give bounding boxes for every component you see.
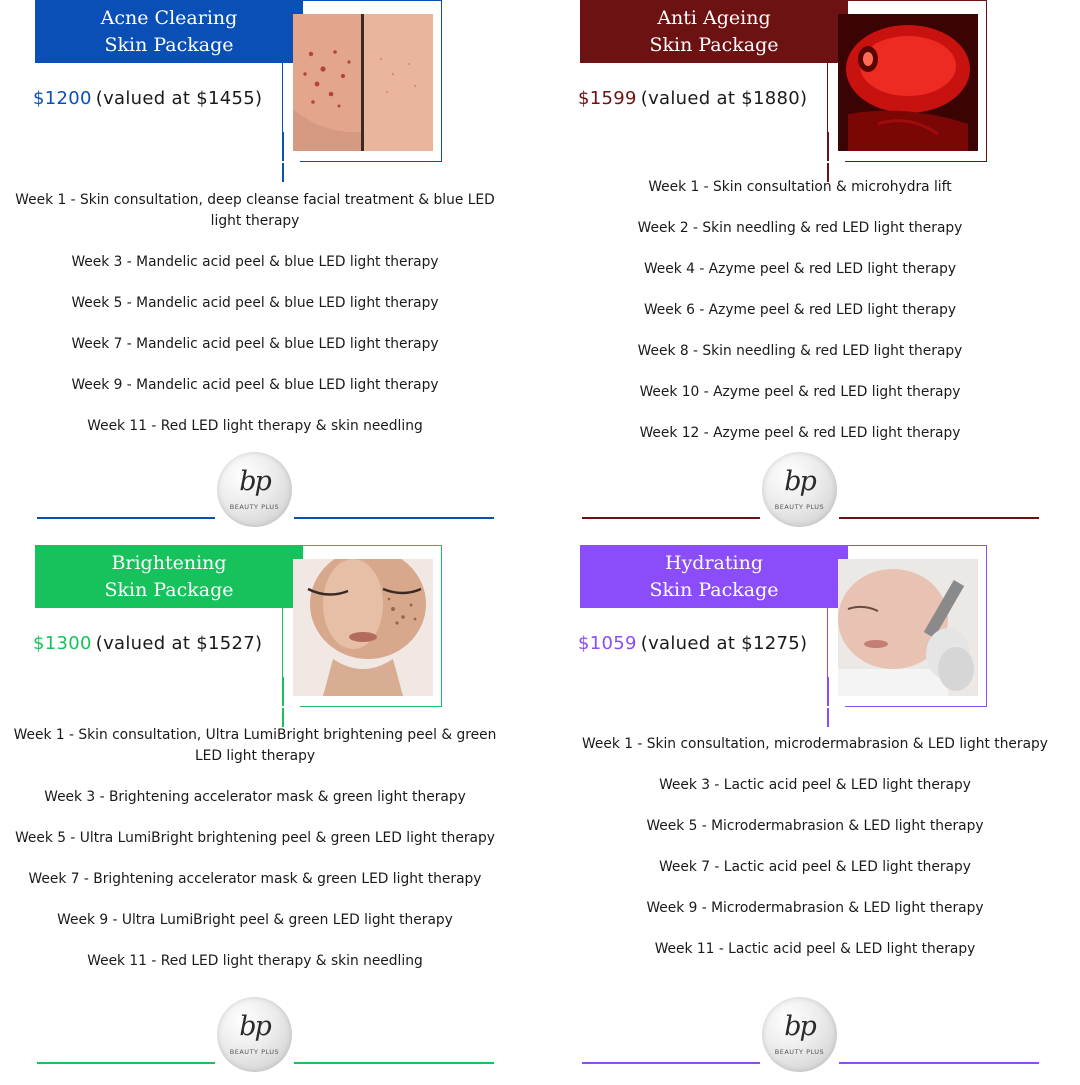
logo-text: BEAUTY PLUS [229,503,280,511]
week-list [10,190,500,457]
speech-tail-base [827,161,845,163]
red-led-mask-photo [838,14,978,151]
price-amount: $1200 [33,88,92,109]
price-valued: (valued at $1880) [640,88,808,109]
divider-right [294,517,494,519]
week-list [545,734,1080,980]
package-price [578,88,807,109]
week-item: Week 1 - Skin consultation & microhydra lift [648,179,952,195]
week-item: Week 7 - Lactic acid peel & LED light therapy [659,859,971,875]
week-item: Week 8 - Skin needling & red LED light therapy [637,343,963,359]
speech-tail [827,132,829,182]
week-item: Week 2 - Skin needling & red LED light therapy [637,220,963,236]
package-card-brightening [0,545,540,1085]
package-title [35,0,303,63]
speech-tail [827,677,829,727]
price-amount: $1300 [33,633,92,654]
package-title [580,0,848,63]
price-amount: $1059 [578,633,637,654]
week-item: Week 5 - Ultra LumiBright brightening peel & green LED light therapy [15,830,495,846]
price-valued: (valued at $1275) [640,633,808,654]
divider-right [294,1062,494,1064]
package-title-line1: Brightening [111,551,227,574]
week-item: Week 1 - Skin consultation, microdermabrasion & LED light therapy [582,736,1048,752]
logo-text: BEAUTY PLUS [774,1048,825,1056]
logo-text: BEAUTY PLUS [774,503,825,511]
package-title-line2: Skin Package [649,33,779,56]
price-valued: (valued at $1455) [95,88,263,109]
package-card-hydrating [545,545,1080,1085]
package-title [580,545,848,608]
week-item: Week 7 - Mandelic acid peel & blue LED light therapy [71,336,439,352]
week-list [10,725,500,992]
logo-mark: bp [239,466,270,497]
week-item: Week 12 - Azyme peel & red LED light therapy [639,425,961,441]
week-item: Week 11 - Red LED light therapy & skin needling [87,418,423,434]
speech-tail-base [282,161,300,163]
week-item: Week 11 - Lactic acid peel & LED light therapy [654,941,976,957]
package-price [33,633,262,654]
week-item: Week 9 - Ultra LumiBright peel & green LED light therapy [57,912,453,928]
divider-right [839,1062,1039,1064]
divider-right [839,517,1039,519]
microdermabrasion-photo [838,559,978,696]
logo-mark: bp [784,466,815,497]
package-title-line2: Skin Package [104,578,234,601]
package-title-line1: Hydrating [665,551,763,574]
week-item: Week 11 - Red LED light therapy & skin needling [87,953,423,969]
package-title-line1: Anti Ageing [657,6,771,29]
package-price [578,633,807,654]
divider-left [582,517,760,519]
speech-tail-base [827,706,845,708]
price-amount: $1599 [578,88,637,109]
logo-mark: bp [239,1011,270,1042]
week-list [555,177,1045,464]
beauty-plus-logo [217,997,292,1072]
package-price [33,88,262,109]
price-valued: (valued at $1527) [95,633,263,654]
divider-left [37,1062,215,1064]
week-item: Week 1 - Skin consultation, Ultra LumiBright brightening peel & green LED light therapy [13,727,497,764]
brightening-face-photo [293,559,433,696]
week-item: Week 1 - Skin consultation, deep cleanse facial treatment & blue LED light therapy [15,192,495,229]
package-title [35,545,303,608]
beauty-plus-logo [762,997,837,1072]
beauty-plus-logo [217,452,292,527]
speech-tail-base [282,706,300,708]
package-title-line1: Acne Clearing [100,6,238,29]
week-item: Week 3 - Lactic acid peel & LED light therapy [659,777,971,793]
week-item: Week 5 - Microdermabrasion & LED light therapy [646,818,984,834]
acne-skin-photo [293,14,433,151]
week-item: Week 5 - Mandelic acid peel & blue LED light therapy [71,295,439,311]
speech-tail [282,132,284,182]
package-card-anti-ageing [545,0,1080,540]
beauty-plus-logo [762,452,837,527]
divider-left [37,517,215,519]
package-card-acne [0,0,540,540]
week-item: Week 9 - Microdermabrasion & LED light therapy [646,900,984,916]
package-title-line2: Skin Package [104,33,234,56]
week-item: Week 9 - Mandelic acid peel & blue LED light therapy [71,377,439,393]
week-item: Week 10 - Azyme peel & red LED light therapy [639,384,961,400]
week-item: Week 7 - Brightening accelerator mask & green LED light therapy [28,871,482,887]
week-item: Week 6 - Azyme peel & red LED light therapy [643,302,957,318]
week-item: Week 3 - Mandelic acid peel & blue LED light therapy [71,254,439,270]
week-item: Week 4 - Azyme peel & red LED light therapy [643,261,957,277]
package-title-line2: Skin Package [649,578,779,601]
logo-mark: bp [784,1011,815,1042]
divider-left [582,1062,760,1064]
week-item: Week 3 - Brightening accelerator mask & green light therapy [44,789,466,805]
speech-tail [282,677,284,727]
logo-text: BEAUTY PLUS [229,1048,280,1056]
